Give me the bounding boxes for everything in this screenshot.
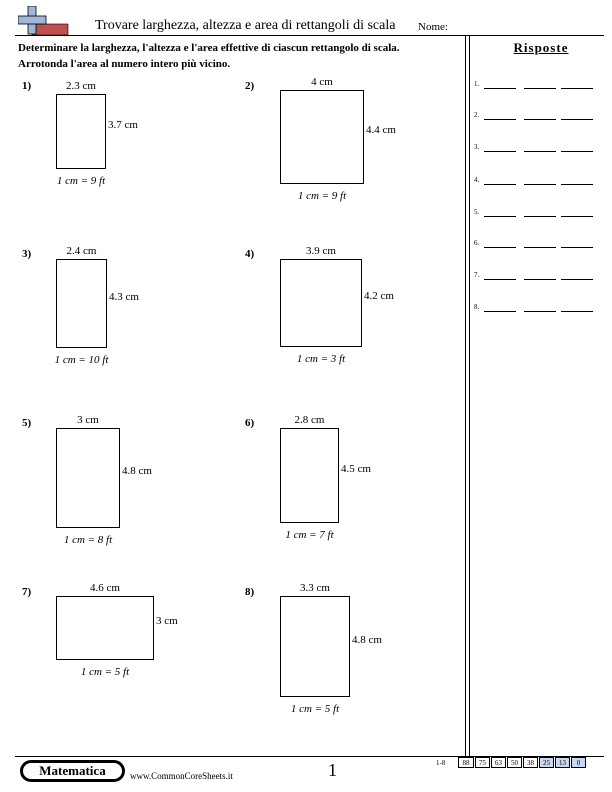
answer-blank[interactable]: [524, 216, 556, 217]
answer-blank[interactable]: [484, 279, 516, 280]
answer-blank[interactable]: [561, 311, 593, 312]
width-label: 4 cm: [311, 76, 333, 88]
scale-rectangle: [56, 259, 107, 348]
scale-rectangle: [280, 428, 339, 523]
column-divider: [469, 35, 470, 756]
scale-rectangle: [280, 259, 362, 347]
answer-row: [474, 271, 479, 279]
site-url: www.CommonCoreSheets.it: [130, 771, 233, 781]
page-number: 1: [328, 760, 337, 780]
answer-label: 8.: [474, 303, 480, 311]
problem-number: 8): [245, 586, 255, 598]
answer-blank[interactable]: [484, 184, 516, 185]
score-cell: 88: [458, 757, 474, 768]
score-cell: 38: [523, 757, 538, 768]
instructions-line: Arrotonda l'area al numero intero più vicino.: [18, 58, 231, 70]
answer-label: 3.: [474, 143, 480, 151]
answer-row: [474, 208, 479, 216]
problem-number: 4): [245, 248, 255, 260]
width-label: 3 cm: [77, 414, 99, 426]
scale-label: 1 cm = 8 ft: [63, 534, 113, 546]
answer-label: 4.: [474, 176, 480, 184]
width-label: 2.3 cm: [66, 80, 96, 92]
scale-label: 1 cm = 10 ft: [54, 354, 109, 366]
height-label: 4.8 cm: [352, 633, 382, 646]
scale-rectangle: [280, 90, 364, 184]
width-label: 4.6 cm: [90, 582, 120, 594]
height-label: 4.5 cm: [341, 462, 371, 475]
problem-number: 1): [22, 80, 32, 92]
answer-blank[interactable]: [561, 88, 593, 89]
answer-blank[interactable]: [561, 119, 593, 120]
height-label: 3 cm: [156, 615, 178, 627]
answer-row: [474, 176, 479, 184]
scale-label: 1 cm = 5 ft: [290, 703, 340, 715]
answer-blank[interactable]: [484, 151, 516, 152]
answer-blank[interactable]: [524, 88, 556, 89]
answer-blank[interactable]: [484, 88, 516, 89]
name-label: Nome:: [418, 21, 448, 33]
answer-blank[interactable]: [561, 151, 593, 152]
answer-blank[interactable]: [561, 184, 593, 185]
page-title: Trovare larghezza, altezza e area di rettangoli di scala: [95, 18, 396, 33]
answer-label: 6.: [474, 239, 480, 247]
height-label: 4.4 cm: [366, 124, 396, 136]
scale-rectangle: [56, 94, 106, 169]
answer-row: [474, 303, 479, 311]
scale-label: 1 cm = 9 ft: [297, 190, 347, 202]
score-cell: 25: [539, 757, 554, 768]
answer-row: [474, 111, 479, 119]
score-cell: 50: [507, 757, 522, 768]
scale-rectangle: [56, 428, 120, 528]
scale-label: 1 cm = 7 ft: [285, 529, 334, 541]
scale-rectangle: [280, 596, 350, 697]
answer-blank[interactable]: [524, 311, 556, 312]
brand-badge: [20, 760, 125, 782]
score-cell: 13: [555, 757, 570, 768]
instructions: [18, 40, 400, 72]
width-label: 2.4 cm: [66, 245, 97, 257]
score-cell: 63: [491, 757, 506, 768]
answer-blank[interactable]: [484, 311, 516, 312]
answer-blank[interactable]: [524, 247, 556, 248]
width-label: 3.9 cm: [306, 245, 336, 257]
height-label: 3.7 cm: [108, 118, 138, 131]
instructions-line: Determinare la larghezza, l'altezza e l'area effettive di ciascun rettangolo di scala.: [18, 42, 400, 54]
answer-blank[interactable]: [484, 216, 516, 217]
answer-blank[interactable]: [524, 279, 556, 280]
height-label: 4.3 cm: [109, 290, 139, 303]
answer-blank[interactable]: [561, 279, 593, 280]
height-label: 4.8 cm: [122, 465, 152, 477]
problem-number: 6): [245, 417, 255, 429]
answer-blank[interactable]: [561, 247, 593, 248]
problem-number: 7): [22, 586, 32, 598]
score-cell: 75: [475, 757, 490, 768]
column-divider: [465, 35, 466, 756]
answer-label: 5.: [474, 208, 480, 216]
answer-blank[interactable]: [524, 151, 556, 152]
answer-blank[interactable]: [484, 247, 516, 248]
scale-label: 1 cm = 5 ft: [80, 666, 130, 678]
problem-number: 5): [22, 417, 32, 429]
logo: [18, 6, 70, 36]
answer-label: 2.: [474, 111, 480, 119]
brand-label: Matematica: [23, 763, 122, 779]
score-range: 1-8: [436, 759, 446, 767]
header-divider: [15, 35, 604, 36]
height-label: 4.2 cm: [364, 290, 394, 302]
answer-blank[interactable]: [561, 216, 593, 217]
answer-row: [474, 80, 479, 88]
answer-blank[interactable]: [524, 184, 556, 185]
scale-rectangle: [56, 596, 154, 660]
width-label: 2.8 cm: [294, 414, 325, 426]
answer-row: [474, 239, 479, 247]
answer-row: [474, 143, 479, 151]
answer-label: 1.: [474, 80, 480, 88]
answer-blank[interactable]: [484, 119, 516, 120]
score-cell: 0: [571, 757, 586, 768]
answer-blank[interactable]: [524, 119, 556, 120]
answers-title: Risposte: [513, 40, 569, 55]
problem-number: 2): [245, 80, 255, 92]
answer-label: 7.: [474, 271, 480, 279]
width-label: 3.3 cm: [300, 582, 330, 594]
scale-label: 1 cm = 3 ft: [296, 353, 346, 365]
scale-label: 1 cm = 9 ft: [56, 175, 106, 187]
problem-number: 3): [22, 248, 32, 260]
